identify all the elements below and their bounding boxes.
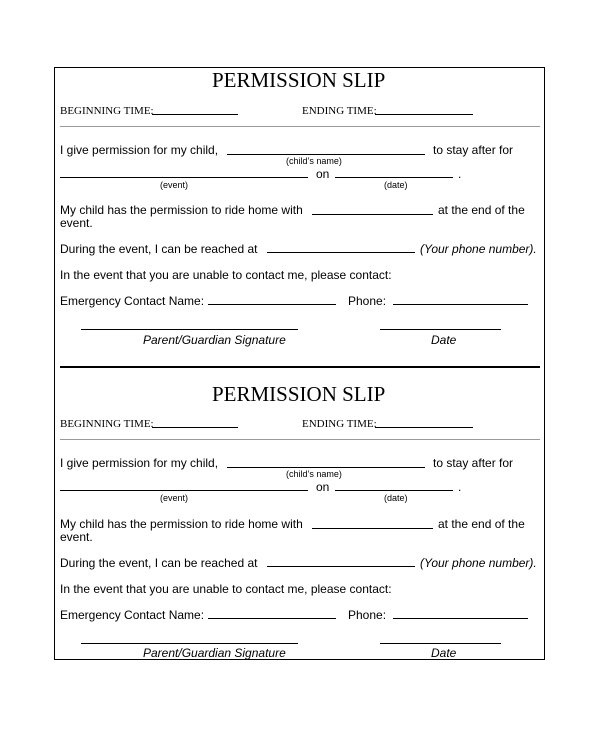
ride-home-text: My child has the permission to ride home with xyxy=(60,203,303,217)
ending-time-field[interactable] xyxy=(375,114,473,115)
ride-home-with-field[interactable] xyxy=(312,214,433,215)
period-text: . xyxy=(458,480,462,494)
reach-phone-field[interactable] xyxy=(267,566,415,567)
ending-time-label: ENDING TIME: xyxy=(302,418,377,430)
emergency-contact-field[interactable] xyxy=(208,304,336,305)
ride-home-with-field[interactable] xyxy=(312,528,433,529)
slip-title: PERMISSION SLIP xyxy=(212,382,386,406)
signature-field[interactable] xyxy=(81,643,298,644)
slip-title: PERMISSION SLIP xyxy=(212,68,386,92)
beginning-time-field[interactable] xyxy=(152,114,238,115)
childs-name-caption: (child’s name) xyxy=(286,469,342,479)
to-stay-after-text: to stay after for xyxy=(433,456,514,470)
period-text: . xyxy=(458,167,462,181)
reach-phone-field[interactable] xyxy=(267,252,415,253)
emergency-contact-label: Emergency Contact Name: xyxy=(60,608,205,622)
beginning-time-label: BEGINNING TIME: xyxy=(60,105,154,117)
end-of-the-text: at the end of the xyxy=(438,517,525,531)
date-caption: (date) xyxy=(384,493,408,503)
emergency-phone-field[interactable] xyxy=(393,618,528,619)
date-field[interactable] xyxy=(335,490,453,491)
on-text: on xyxy=(316,167,330,181)
event-caption: (event) xyxy=(160,493,189,503)
section-divider xyxy=(60,439,540,440)
on-text: on xyxy=(316,480,330,494)
unable-contact-text: In the event that you are unable to contact me, please contact: xyxy=(60,582,392,596)
event-caption: (event) xyxy=(160,180,189,190)
date-caption: (date) xyxy=(384,180,408,190)
ending-time-field[interactable] xyxy=(375,427,473,428)
event-word: event. xyxy=(60,530,93,544)
phone-label: Phone: xyxy=(348,608,387,622)
event-field[interactable] xyxy=(60,177,308,178)
give-permission-text: I give permission for my child, xyxy=(60,456,219,470)
event-field[interactable] xyxy=(60,490,308,491)
phone-number-note: (Your phone number). xyxy=(420,556,537,570)
signature-caption: Parent/Guardian Signature xyxy=(143,333,286,347)
emergency-phone-field[interactable] xyxy=(393,304,528,305)
phone-label: Phone: xyxy=(348,294,387,308)
emergency-contact-field[interactable] xyxy=(208,618,336,619)
childs-name-caption: (child’s name) xyxy=(286,156,342,166)
section-divider xyxy=(60,126,540,127)
signature-date-caption: Date xyxy=(431,646,457,660)
childs-name-field[interactable] xyxy=(227,154,425,155)
ride-home-text: My child has the permission to ride home with xyxy=(60,517,303,531)
phone-number-note: (Your phone number). xyxy=(420,242,537,256)
ending-time-label: ENDING TIME: xyxy=(302,105,377,117)
to-stay-after-text: to stay after for xyxy=(433,143,514,157)
signature-field[interactable] xyxy=(81,329,298,330)
emergency-contact-label: Emergency Contact Name: xyxy=(60,294,205,308)
give-permission-text: I give permission for my child, xyxy=(60,143,219,157)
event-word: event. xyxy=(60,216,93,230)
end-of-the-text: at the end of the xyxy=(438,203,525,217)
cut-line xyxy=(60,366,540,368)
beginning-time-label: BEGINNING TIME: xyxy=(60,418,154,430)
reached-at-text: During the event, I can be reached at xyxy=(60,556,258,570)
signature-date-caption: Date xyxy=(431,333,457,347)
signature-caption: Parent/Guardian Signature xyxy=(143,646,286,660)
reached-at-text: During the event, I can be reached at xyxy=(60,242,258,256)
unable-contact-text: In the event that you are unable to contact me, please contact: xyxy=(60,268,392,282)
beginning-time-field[interactable] xyxy=(152,427,238,428)
childs-name-field[interactable] xyxy=(227,467,425,468)
signature-date-field[interactable] xyxy=(380,329,501,330)
signature-date-field[interactable] xyxy=(380,643,501,644)
date-field[interactable] xyxy=(335,177,453,178)
